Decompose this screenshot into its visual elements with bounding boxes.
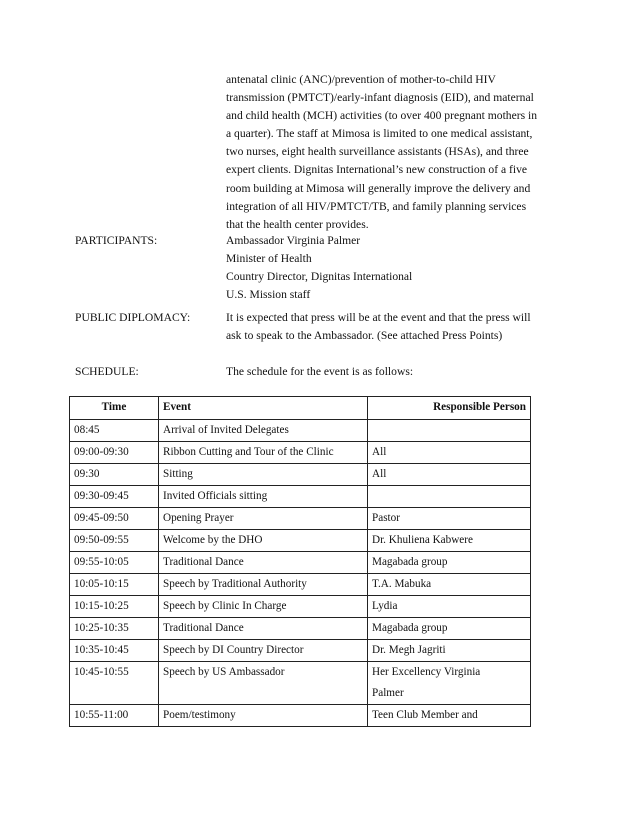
cell-time: 08:45 — [70, 420, 159, 442]
cell-time: 09:30 — [70, 464, 159, 486]
responsible-line: Dr. Megh Jagriti — [372, 644, 446, 656]
table-row — [70, 662, 531, 705]
cell-event: Speech by Traditional Authority — [159, 574, 368, 596]
intro-line: expert clients. Dignitas International’s new construction of a five — [226, 163, 528, 177]
table-row — [70, 442, 531, 464]
cell-time: 09:55-10:05 — [70, 552, 159, 574]
cell-responsible — [368, 464, 531, 486]
responsible-line: Pastor — [372, 512, 400, 524]
responsible-line: Magabada group — [372, 556, 448, 568]
cell-time: 10:15-10:25 — [70, 596, 159, 618]
header-responsible: Responsible Person — [368, 397, 531, 420]
cell-time: 10:05-10:15 — [70, 574, 159, 596]
cell-responsible — [368, 486, 531, 508]
table-row — [70, 420, 531, 442]
cell-responsible — [368, 662, 531, 705]
cell-responsible — [368, 552, 531, 574]
public-diplomacy-label: PUBLIC DIPLOMACY: — [75, 311, 191, 324]
table-row — [70, 530, 531, 552]
intro-paragraph — [226, 71, 571, 234]
cell-responsible — [368, 530, 531, 552]
responsible-line: T.A. Mabuka — [372, 578, 432, 590]
cell-responsible — [368, 574, 531, 596]
cell-event: Arrival of Invited Delegates — [159, 420, 368, 442]
cell-responsible — [368, 640, 531, 662]
cell-responsible — [368, 442, 531, 464]
participant-item: U.S. Mission staff — [226, 288, 311, 302]
cell-time: 10:25-10:35 — [70, 618, 159, 640]
cell-time: 09:50-09:55 — [70, 530, 159, 552]
cell-time: 09:00-09:30 — [70, 442, 159, 464]
cell-responsible — [368, 618, 531, 640]
table-row — [70, 574, 531, 596]
cell-event: Traditional Dance — [159, 552, 368, 574]
cell-responsible — [368, 420, 531, 442]
cell-time: 10:55-11:00 — [70, 705, 159, 727]
table-header-row — [70, 397, 531, 420]
table-row — [70, 596, 531, 618]
intro-line: antenatal clinic (ANC)/prevention of mother-to-child HIV — [226, 73, 496, 86]
responsible-line: Her Excellency Virginia — [372, 666, 481, 678]
table-row — [70, 705, 531, 727]
intro-line: room building at Mimosa will generally improve the delivery and — [226, 181, 531, 195]
responsible-line: All — [372, 468, 387, 480]
cell-event: Invited Officials sitting — [159, 486, 368, 508]
public-diplomacy-line: ask to speak to the Ambassador. (See attached Press Points) — [226, 329, 503, 343]
table-row — [70, 552, 531, 574]
table-row — [70, 486, 531, 508]
table-row — [70, 508, 531, 530]
cell-event: Welcome by the DHO — [159, 530, 368, 552]
cell-time: 10:35-10:45 — [70, 640, 159, 662]
intro-line: transmission (PMTCT)/early-infant diagnosis (EID), and maternal — [226, 91, 534, 105]
cell-event: Opening Prayer — [159, 508, 368, 530]
cell-event: Ribbon Cutting and Tour of the Clinic — [159, 442, 368, 464]
responsible-line: Lydia — [372, 600, 398, 612]
intro-line: two nurses, eight health surveillance assistants (HSAs), and three — [226, 145, 529, 159]
cell-event: Sitting — [159, 464, 368, 486]
intro-line: and child health (MCH) activities (to over 400 pregnant mothers in — [226, 109, 538, 123]
cell-event: Poem/testimony — [159, 705, 368, 727]
participants-label: PARTICIPANTS: — [75, 234, 158, 247]
responsible-line: Dr. Khuliena Kabwere — [372, 534, 473, 546]
cell-time: 10:45-10:55 — [70, 662, 159, 705]
intro-line: a quarter). The staff at Mimosa is limited to one medical assistant, — [226, 127, 533, 141]
cell-event: Speech by Clinic In Charge — [159, 596, 368, 618]
participants-list — [226, 232, 571, 304]
responsible-line: Palmer — [372, 687, 404, 699]
header-time: Time — [70, 397, 159, 420]
cell-time: 09:45-09:50 — [70, 508, 159, 530]
cell-event: Speech by DI Country Director — [159, 640, 368, 662]
intro-line: that the health center provides. — [226, 217, 369, 231]
cell-responsible — [368, 705, 531, 727]
intro-line: integration of all HIV/PMTCT/TB, and family planning services — [226, 199, 527, 213]
cell-event: Speech by US Ambassador — [159, 662, 368, 705]
participant-item: Ambassador Virginia Palmer — [226, 234, 361, 247]
participant-item: Country Director, Dignitas International — [226, 270, 413, 284]
table-row — [70, 618, 531, 640]
table-row — [70, 640, 531, 662]
cell-responsible — [368, 508, 531, 530]
cell-event: Traditional Dance — [159, 618, 368, 640]
participant-item: Minister of Health — [226, 252, 312, 266]
responsible-line: All — [372, 446, 387, 458]
schedule-text: The schedule for the event is as follows: — [226, 365, 414, 378]
cell-time: 09:30-09:45 — [70, 486, 159, 508]
public-diplomacy-text — [226, 309, 571, 345]
public-diplomacy-line: It is expected that press will be at the event and that the press will — [226, 311, 531, 324]
header-event: Event — [159, 397, 368, 420]
cell-responsible — [368, 596, 531, 618]
schedule-label: SCHEDULE: — [75, 365, 139, 378]
table-row — [70, 464, 531, 486]
responsible-line: Magabada group — [372, 622, 448, 634]
responsible-line: Teen Club Member and — [372, 709, 478, 721]
schedule-table — [69, 396, 531, 727]
